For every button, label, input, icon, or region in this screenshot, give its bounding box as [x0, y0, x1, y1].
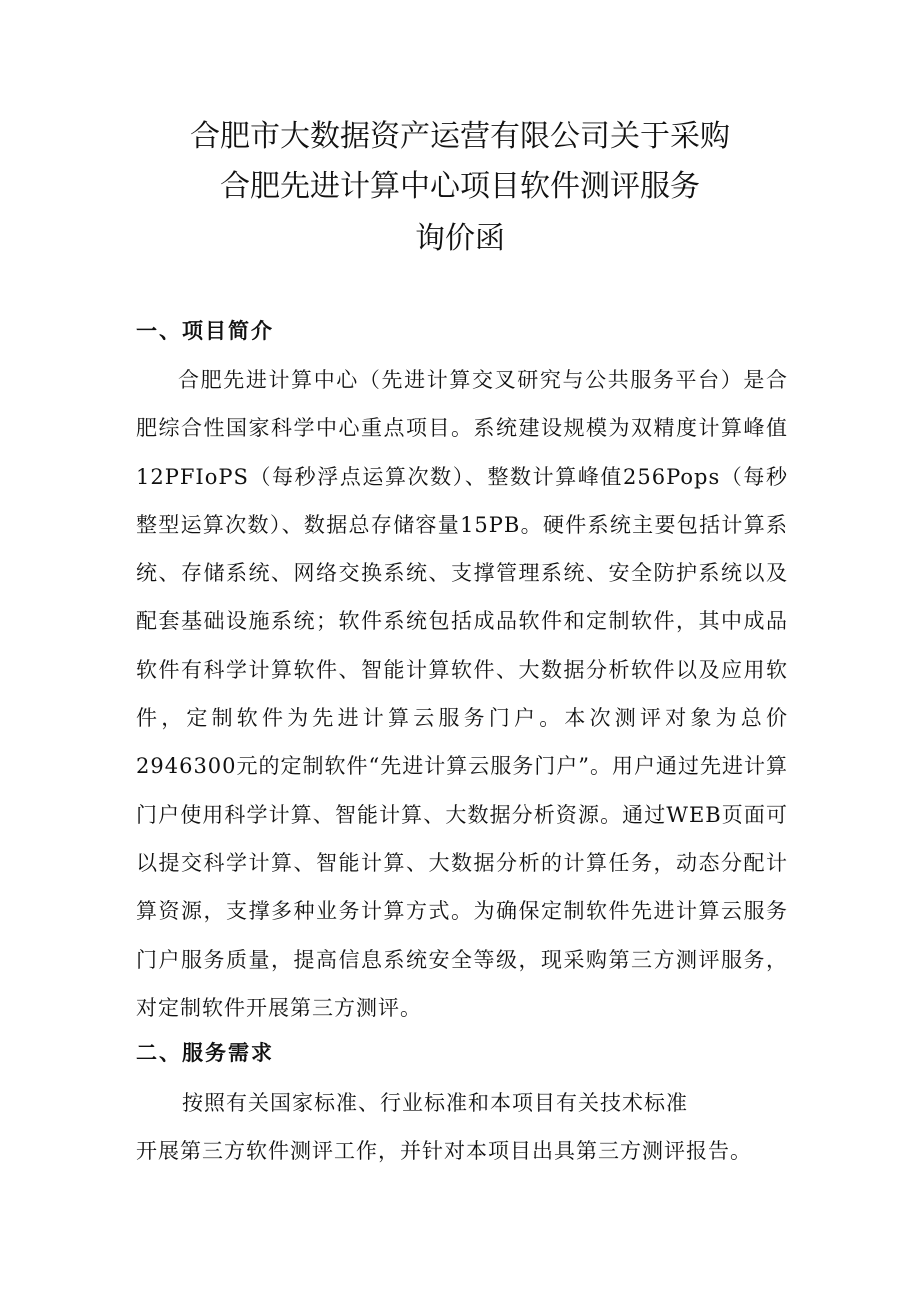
document-title-line-3: 询价函 — [415, 221, 505, 256]
section-heading-service-requirements: 二、服务需求 — [136, 1041, 274, 1065]
service-requirements-line-1: 按照有关国家标准、行业标准和本项目有关技术标准 — [182, 1091, 688, 1115]
document-title-line-2: 合肥先进计算中心项目软件测评服务 — [220, 169, 700, 204]
project-intro-paragraph: 合肥先进计算中心（先进计算交叉研究与公共服务平台）是合肥综合性国家科学中心重点项目。系统建设规模为双精度计算峰值12PFIoPS（每秒浮点运算次数）、整数计算峰值256Pops（每秒整型运算次数）、数据总存储容量15PB。硬件系统主要包括计算系统、存储系统、网络交换系统、支撑管理系统、安全防护系统以及配套基础设施系统；软件系统包括成品软件和定制软件，其中成品软件有科学计算软件、智能计算软件、大数据分析软件以及应用软件，定制软件为先进计算云服务门户。本次测评对象为总价2946300元的定制软件“先进计算云服务门户”。用户通过先进计算门户使用科学计算、智能计算、大数据分析资源。通过WEB页面可以提交科学计算、智能计算、大数据分析的计算任务，动态分配计算资源，支撑多种业务计算方式。为确保定制软件先进计算云服务门户服务质量，提高信息系统安全等级，现采购第三方测评服务，对定制软件开展第三方测评。 — [136, 368, 788, 1020]
service-requirements-line-2: 开展第三方软件测评工作，并针对本项目出具第三方测评报告。 — [136, 1139, 752, 1163]
document-title-line-1: 合肥市大数据资产运营有限公司关于采购 — [190, 119, 730, 154]
section-heading-project-intro: 一、项目简介 — [136, 319, 274, 343]
